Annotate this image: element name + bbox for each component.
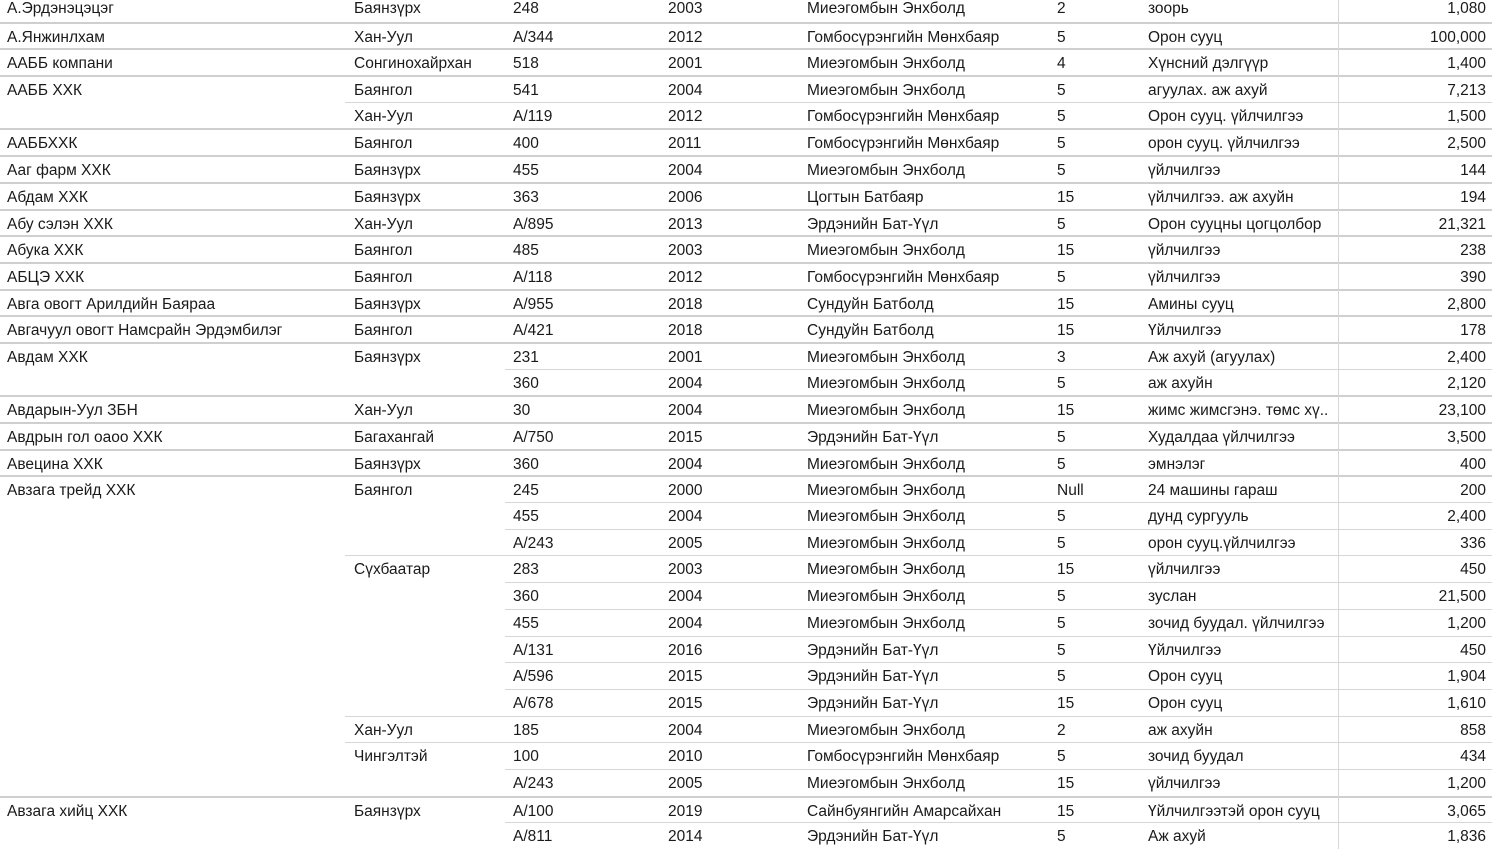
year-cell[interactable]: 2001 — [660, 342, 799, 369]
area-cell[interactable]: 1,400 — [1339, 48, 1492, 75]
purpose-cell[interactable]: орон сууц.үйлчилгээ — [1140, 529, 1339, 556]
name-cell[interactable]: Авдарын-Уул ЗБН — [0, 395, 345, 422]
table-row[interactable] — [0, 75, 1492, 102]
purpose-cell[interactable]: үйлчилгээ — [1140, 769, 1339, 796]
area-cell[interactable]: 2,400 — [1339, 502, 1492, 529]
governor-cell[interactable]: Миеэгомбын Энхболд — [799, 555, 1049, 582]
table-row[interactable] — [0, 315, 1492, 342]
name-cell[interactable]: Авга овогт Арилдийн Баяраа — [0, 289, 345, 316]
area-cell[interactable]: 178 — [1339, 315, 1492, 342]
decision-number-cell[interactable]: 360 — [505, 582, 660, 609]
decision-number-cell[interactable]: А/344 — [505, 22, 660, 49]
governor-cell[interactable]: Гомбосүрэнгийн Мөнхбаяр — [799, 128, 1049, 155]
purpose-cell[interactable]: үйлчилгээ — [1140, 155, 1339, 182]
area-cell[interactable]: 23,100 — [1339, 395, 1492, 422]
table-row[interactable] — [0, 182, 1492, 209]
level-cell[interactable]: 5 — [1049, 422, 1140, 449]
area-cell[interactable]: 200 — [1339, 475, 1492, 502]
purpose-cell[interactable]: аж ахуйн — [1140, 716, 1339, 743]
purpose-cell[interactable]: Үйлчилгээтэй орон сууц — [1140, 796, 1339, 823]
name-cell[interactable] — [0, 636, 345, 663]
district-cell[interactable]: Баянзүрх — [345, 289, 505, 316]
district-cell[interactable]: Баянзүрх — [345, 182, 505, 209]
governor-cell[interactable]: Миеэгомбын Энхболд — [799, 48, 1049, 75]
purpose-cell[interactable]: зочид буудал — [1140, 742, 1339, 769]
governor-cell[interactable]: Гомбосүрэнгийн Мөнхбаяр — [799, 262, 1049, 289]
name-cell[interactable]: Авдрын гол оаоо ХХК — [0, 422, 345, 449]
governor-cell[interactable]: Эрдэнийн Бат-Үүл — [799, 689, 1049, 716]
district-cell[interactable] — [345, 609, 505, 636]
area-cell[interactable]: 336 — [1339, 529, 1492, 556]
district-cell[interactable]: Баянгол — [345, 128, 505, 155]
purpose-cell[interactable]: Аж ахуй (агуулах) — [1140, 342, 1339, 369]
level-cell[interactable]: 5 — [1049, 369, 1140, 396]
year-cell[interactable]: 2000 — [660, 475, 799, 502]
governor-cell[interactable]: Миеэгомбын Энхболд — [799, 235, 1049, 262]
area-cell[interactable]: 194 — [1339, 182, 1492, 209]
table-row[interactable] — [0, 0, 1492, 22]
year-cell[interactable]: 2004 — [660, 449, 799, 476]
decision-number-cell[interactable]: А/131 — [505, 636, 660, 663]
decision-number-cell[interactable]: 248 — [513, 0, 539, 17]
purpose-cell[interactable]: үйлчилгээ — [1140, 235, 1339, 262]
area-cell[interactable]: 2,500 — [1339, 128, 1492, 155]
level-cell[interactable]: 2 — [1049, 716, 1140, 743]
table-row[interactable] — [0, 582, 1492, 609]
table-row[interactable] — [0, 155, 1492, 182]
district-cell[interactable]: Баянгол — [345, 235, 505, 262]
table-row[interactable] — [0, 22, 1492, 49]
governor-cell[interactable]: Гомбосүрэнгийн Мөнхбаяр — [799, 22, 1049, 49]
decision-number-cell[interactable]: 360 — [505, 449, 660, 476]
table-row[interactable] — [0, 742, 1492, 769]
decision-number-cell[interactable]: А/811 — [505, 822, 660, 849]
name-cell[interactable] — [0, 689, 345, 716]
governor-cell[interactable]: Гомбосүрэнгийн Мөнхбаяр — [799, 102, 1049, 129]
level-cell[interactable]: 5 — [1049, 502, 1140, 529]
area-cell[interactable]: 1,904 — [1339, 662, 1492, 689]
year-cell[interactable]: 2015 — [660, 422, 799, 449]
table-row[interactable] — [0, 48, 1492, 75]
area-cell[interactable]: 3,500 — [1339, 422, 1492, 449]
governor-cell[interactable]: Миеэгомбын Энхболд — [799, 75, 1049, 102]
decision-number-cell[interactable]: 455 — [505, 609, 660, 636]
area-cell[interactable]: 434 — [1339, 742, 1492, 769]
purpose-cell[interactable]: Орон сууцны цогцолбор — [1140, 209, 1339, 236]
district-cell[interactable]: Чингэлтэй — [345, 742, 505, 769]
table-row[interactable] — [0, 475, 1492, 502]
area-cell[interactable]: 450 — [1339, 636, 1492, 663]
year-cell[interactable]: 2019 — [660, 796, 799, 823]
table-row[interactable] — [0, 716, 1492, 743]
level-cell[interactable]: 15 — [1049, 689, 1140, 716]
purpose-cell[interactable]: Орон сууц. үйлчилгээ — [1140, 102, 1339, 129]
purpose-cell[interactable]: Амины сууц — [1140, 289, 1339, 316]
district-cell[interactable] — [345, 369, 505, 396]
table-row[interactable] — [0, 822, 1492, 849]
name-cell[interactable] — [0, 662, 345, 689]
year-cell[interactable]: 2004 — [660, 155, 799, 182]
name-cell[interactable]: Авзага трейд ХХК — [0, 475, 345, 502]
district-cell[interactable] — [345, 636, 505, 663]
area-cell[interactable]: 2,800 — [1339, 289, 1492, 316]
table-row[interactable] — [0, 342, 1492, 369]
name-cell[interactable]: Авдам ХХК — [0, 342, 345, 369]
year-cell[interactable]: 2012 — [660, 22, 799, 49]
decision-number-cell[interactable]: А/596 — [505, 662, 660, 689]
purpose-cell[interactable]: зоорь — [1148, 0, 1189, 17]
district-cell[interactable]: Баянгол — [345, 475, 505, 502]
governor-cell[interactable]: Миеэгомбын Энхболд — [799, 449, 1049, 476]
name-cell[interactable]: Авзага хийц ХХК — [0, 796, 345, 823]
governor-cell[interactable]: Эрдэнийн Бат-Үүл — [799, 662, 1049, 689]
level-cell[interactable]: 5 — [1049, 209, 1140, 236]
level-cell[interactable]: 5 — [1049, 742, 1140, 769]
level-cell[interactable]: 15 — [1049, 395, 1140, 422]
name-cell[interactable]: Абдам ХХК — [0, 182, 345, 209]
decision-number-cell[interactable]: А/955 — [505, 289, 660, 316]
year-cell[interactable]: 2003 — [668, 0, 703, 17]
purpose-cell[interactable]: Орон сууц — [1140, 22, 1339, 49]
purpose-cell[interactable]: аж ахуйн — [1140, 369, 1339, 396]
year-cell[interactable]: 2013 — [660, 209, 799, 236]
year-cell[interactable]: 2003 — [660, 235, 799, 262]
governor-cell[interactable]: Эрдэнийн Бат-Үүл — [799, 422, 1049, 449]
governor-cell[interactable]: Миеэгомбын Энхболд — [799, 369, 1049, 396]
level-cell[interactable]: 15 — [1049, 182, 1140, 209]
level-cell[interactable]: 15 — [1049, 796, 1140, 823]
level-cell[interactable]: Null — [1049, 475, 1140, 502]
decision-number-cell[interactable]: 360 — [505, 369, 660, 396]
purpose-cell[interactable]: үйлчилгээ. аж ахуйн — [1140, 182, 1339, 209]
district-cell[interactable]: Хан-Уул — [345, 209, 505, 236]
year-cell[interactable]: 2012 — [660, 102, 799, 129]
purpose-cell[interactable]: зуслан — [1140, 582, 1339, 609]
level-cell[interactable]: 15 — [1049, 555, 1140, 582]
year-cell[interactable]: 2016 — [660, 636, 799, 663]
governor-cell[interactable]: Сундуйн Батболд — [799, 289, 1049, 316]
district-cell[interactable]: Сонгинохайрхан — [345, 48, 505, 75]
name-cell[interactable]: Ааг фарм ХХК — [0, 155, 345, 182]
decision-number-cell[interactable]: 455 — [505, 502, 660, 529]
district-cell[interactable] — [345, 582, 505, 609]
decision-number-cell[interactable]: А/119 — [505, 102, 660, 129]
decision-number-cell[interactable]: А/118 — [505, 262, 660, 289]
level-cell[interactable]: 5 — [1049, 609, 1140, 636]
decision-number-cell[interactable]: 485 — [505, 235, 660, 262]
area-cell[interactable]: 21,500 — [1339, 582, 1492, 609]
name-cell[interactable]: ААББ ХХК — [0, 75, 345, 102]
name-cell[interactable]: А.Янжинлхам — [0, 22, 345, 49]
purpose-cell[interactable]: үйлчилгээ — [1140, 262, 1339, 289]
district-cell[interactable] — [345, 662, 505, 689]
area-cell[interactable]: 450 — [1339, 555, 1492, 582]
level-cell[interactable]: 15 — [1049, 289, 1140, 316]
table-row[interactable] — [0, 262, 1492, 289]
table-row[interactable] — [0, 102, 1492, 129]
table-row[interactable] — [0, 662, 1492, 689]
name-cell[interactable]: Абу сэлэн ХХК — [0, 209, 345, 236]
decision-number-cell[interactable]: А/100 — [505, 796, 660, 823]
area-cell[interactable]: 1,500 — [1339, 102, 1492, 129]
governor-cell[interactable]: Эрдэнийн Бат-Үүл — [799, 209, 1049, 236]
name-cell[interactable]: Абука ХХК — [0, 235, 345, 262]
table-row[interactable] — [0, 555, 1492, 582]
area-cell[interactable]: 1,610 — [1339, 689, 1492, 716]
name-cell[interactable] — [0, 582, 345, 609]
decision-number-cell[interactable]: 185 — [505, 716, 660, 743]
district-cell[interactable]: Баянгол — [345, 262, 505, 289]
area-cell[interactable]: 1,080 — [1447, 0, 1486, 17]
district-cell[interactable]: Сүхбаатар — [345, 555, 505, 582]
area-cell[interactable]: 1,200 — [1339, 769, 1492, 796]
table-row[interactable] — [0, 289, 1492, 316]
name-cell[interactable] — [0, 529, 345, 556]
name-cell[interactable] — [0, 716, 345, 743]
year-cell[interactable]: 2015 — [660, 662, 799, 689]
level-cell[interactable]: 5 — [1049, 128, 1140, 155]
purpose-cell[interactable]: Орон сууц — [1140, 662, 1339, 689]
table-row[interactable] — [0, 449, 1492, 476]
decision-number-cell[interactable]: 363 — [505, 182, 660, 209]
level-cell[interactable]: 5 — [1049, 529, 1140, 556]
district-cell[interactable]: Хан-Уул — [345, 716, 505, 743]
district-cell[interactable]: Баянгол — [345, 75, 505, 102]
governor-cell[interactable]: Эрдэнийн Бат-Үүл — [799, 822, 1049, 849]
table-row[interactable] — [0, 209, 1492, 236]
area-cell[interactable]: 100,000 — [1339, 22, 1492, 49]
year-cell[interactable]: 2014 — [660, 822, 799, 849]
area-cell[interactable]: 858 — [1339, 716, 1492, 743]
district-cell[interactable]: Баянзүрх — [345, 342, 505, 369]
decision-number-cell[interactable]: 541 — [505, 75, 660, 102]
district-cell[interactable]: Баянзүрх — [345, 796, 505, 823]
name-cell[interactable] — [0, 502, 345, 529]
year-cell[interactable]: 2005 — [660, 769, 799, 796]
area-cell[interactable]: 400 — [1339, 449, 1492, 476]
decision-number-cell[interactable]: А/678 — [505, 689, 660, 716]
district-cell[interactable] — [345, 502, 505, 529]
governor-cell[interactable]: Миеэгомбын Энхболд — [799, 769, 1049, 796]
name-cell[interactable] — [0, 609, 345, 636]
area-cell[interactable]: 2,400 — [1339, 342, 1492, 369]
purpose-cell[interactable]: Аж ахуй — [1140, 822, 1339, 849]
area-cell[interactable]: 3,065 — [1339, 796, 1492, 823]
year-cell[interactable]: 2004 — [660, 369, 799, 396]
decision-number-cell[interactable]: А/243 — [505, 529, 660, 556]
level-cell[interactable]: 15 — [1049, 235, 1140, 262]
area-cell[interactable]: 238 — [1339, 235, 1492, 262]
table-row[interactable] — [0, 422, 1492, 449]
purpose-cell[interactable]: агуулах. аж ахуй — [1140, 75, 1339, 102]
governor-cell[interactable]: Миеэгомбын Энхболд — [799, 609, 1049, 636]
level-cell[interactable]: 5 — [1049, 75, 1140, 102]
purpose-cell[interactable]: Үйлчилгээ — [1140, 636, 1339, 663]
governor-cell[interactable]: Миеэгомбын Энхболд — [799, 155, 1049, 182]
purpose-cell[interactable]: жимс жимсгэнэ. төмс хү.. — [1140, 395, 1339, 422]
level-cell[interactable]: 15 — [1049, 769, 1140, 796]
purpose-cell[interactable]: эмнэлэг — [1140, 449, 1339, 476]
name-cell[interactable]: А.Эрдэнэцэцэг — [7, 0, 114, 17]
level-cell[interactable]: 4 — [1049, 48, 1140, 75]
governor-cell[interactable]: Гомбосүрэнгийн Мөнхбаяр — [799, 742, 1049, 769]
year-cell[interactable]: 2004 — [660, 502, 799, 529]
governor-cell[interactable]: Миеэгомбын Энхболд — [799, 716, 1049, 743]
decision-number-cell[interactable]: 518 — [505, 48, 660, 75]
year-cell[interactable]: 2011 — [660, 128, 799, 155]
area-cell[interactable]: 144 — [1339, 155, 1492, 182]
name-cell[interactable]: ААББ компани — [0, 48, 345, 75]
table-row[interactable] — [0, 395, 1492, 422]
decision-number-cell[interactable]: 231 — [505, 342, 660, 369]
purpose-cell[interactable]: Хүнсний дэлгүүр — [1140, 48, 1339, 75]
decision-number-cell[interactable]: А/243 — [505, 769, 660, 796]
level-cell[interactable]: 5 — [1049, 102, 1140, 129]
table-row[interactable] — [0, 689, 1492, 716]
table-row[interactable] — [0, 128, 1492, 155]
column-divider — [1338, 0, 1339, 849]
year-cell[interactable]: 2012 — [660, 262, 799, 289]
governor-cell[interactable]: Миеэгомбын Энхболд — [799, 475, 1049, 502]
decision-number-cell[interactable]: 283 — [505, 555, 660, 582]
governor-cell[interactable]: Миеэгомбын Энхболд — [799, 502, 1049, 529]
level-cell[interactable]: 5 — [1049, 636, 1140, 663]
decision-number-cell[interactable]: А/750 — [505, 422, 660, 449]
level-cell[interactable]: 3 — [1049, 342, 1140, 369]
level-cell[interactable]: 5 — [1049, 262, 1140, 289]
decision-number-cell[interactable]: А/421 — [505, 315, 660, 342]
governor-cell[interactable]: Сундуйн Батболд — [799, 315, 1049, 342]
level-cell[interactable]: 5 — [1049, 22, 1140, 49]
table-row[interactable] — [0, 769, 1492, 796]
year-cell[interactable]: 2004 — [660, 609, 799, 636]
table-row[interactable] — [0, 529, 1492, 556]
governor-cell[interactable]: Миеэгомбын Энхболд — [799, 529, 1049, 556]
name-cell[interactable]: Авецина ХХК — [0, 449, 345, 476]
decision-number-cell[interactable]: А/895 — [505, 209, 660, 236]
purpose-cell[interactable]: үйлчилгээ — [1140, 555, 1339, 582]
table-row[interactable] — [0, 235, 1492, 262]
purpose-cell[interactable]: Үйлчилгээ — [1140, 315, 1339, 342]
area-cell[interactable]: 7,213 — [1339, 75, 1492, 102]
area-cell[interactable]: 390 — [1339, 262, 1492, 289]
purpose-cell[interactable]: Худалдаа үйлчилгээ — [1140, 422, 1339, 449]
purpose-cell[interactable]: зочид буудал. үйлчилгээ — [1140, 609, 1339, 636]
year-cell[interactable]: 2004 — [660, 75, 799, 102]
governor-cell[interactable]: Эрдэнийн Бат-Үүл — [799, 636, 1049, 663]
name-cell[interactable]: ААББХХК — [0, 128, 345, 155]
district-cell[interactable]: Баянзүрх — [345, 449, 505, 476]
area-cell[interactable]: 21,321 — [1339, 209, 1492, 236]
name-cell[interactable] — [0, 102, 345, 129]
name-cell[interactable]: Авгачуул овогт Намсрайн Эрдэмбилэг — [0, 315, 345, 342]
area-cell[interactable]: 2,120 — [1339, 369, 1492, 396]
table-row[interactable] — [0, 609, 1492, 636]
table-row[interactable] — [0, 502, 1492, 529]
name-cell[interactable] — [0, 555, 345, 582]
decision-number-cell[interactable]: 455 — [505, 155, 660, 182]
purpose-cell[interactable]: орон сууц. үйлчилгээ — [1140, 128, 1339, 155]
district-cell[interactable] — [345, 529, 505, 556]
district-cell[interactable]: Хан-Уул — [345, 102, 505, 129]
district-cell[interactable]: Баянгол — [345, 315, 505, 342]
purpose-cell[interactable]: Орон сууц — [1140, 689, 1339, 716]
level-cell[interactable]: 5 — [1049, 822, 1140, 849]
name-cell[interactable] — [0, 742, 345, 769]
decision-number-cell[interactable]: 100 — [505, 742, 660, 769]
year-cell[interactable]: 2005 — [660, 529, 799, 556]
year-cell[interactable]: 2010 — [660, 742, 799, 769]
table-row[interactable] — [0, 636, 1492, 663]
decision-number-cell[interactable]: 30 — [505, 395, 660, 422]
district-cell[interactable] — [345, 689, 505, 716]
level-cell[interactable]: 5 — [1049, 449, 1140, 476]
purpose-cell[interactable]: дунд сургууль — [1140, 502, 1339, 529]
area-cell[interactable]: 1,200 — [1339, 609, 1492, 636]
year-cell[interactable]: 2018 — [660, 315, 799, 342]
area-cell[interactable]: 1,836 — [1339, 822, 1492, 849]
governor-cell[interactable]: Цогтын Батбаяр — [799, 182, 1049, 209]
year-cell[interactable]: 2004 — [660, 395, 799, 422]
year-cell[interactable]: 2015 — [660, 689, 799, 716]
level-cell[interactable]: 15 — [1049, 315, 1140, 342]
year-cell[interactable]: 2004 — [660, 716, 799, 743]
governor-cell[interactable]: Миеэгомбын Энхболд — [799, 582, 1049, 609]
name-cell[interactable]: АБЦЭ ХХК — [0, 262, 345, 289]
district-cell[interactable]: Баянзүрх — [354, 0, 421, 17]
purpose-cell[interactable]: 24 машины гараш — [1140, 475, 1339, 502]
name-cell[interactable] — [0, 822, 345, 849]
governor-cell[interactable]: Миеэгомбын Энхболд — [807, 0, 965, 17]
level-cell[interactable]: 5 — [1049, 662, 1140, 689]
governor-cell[interactable]: Миеэгомбын Энхболд — [799, 342, 1049, 369]
year-cell[interactable]: 2006 — [660, 182, 799, 209]
year-cell[interactable]: 2018 — [660, 289, 799, 316]
year-cell[interactable]: 2003 — [660, 555, 799, 582]
table-row[interactable] — [0, 369, 1492, 396]
district-cell[interactable]: Баянзүрх — [345, 155, 505, 182]
decision-number-cell[interactable]: 400 — [505, 128, 660, 155]
level-cell[interactable]: 2 — [1057, 0, 1066, 17]
governor-cell[interactable]: Сайнбуянгийн Амарсайхан — [799, 796, 1049, 823]
district-cell[interactable]: Багахангай — [345, 422, 505, 449]
name-cell[interactable] — [0, 369, 345, 396]
district-cell[interactable] — [345, 822, 505, 849]
year-cell[interactable]: 2001 — [660, 48, 799, 75]
district-cell[interactable]: Хан-Уул — [345, 395, 505, 422]
level-cell[interactable]: 5 — [1049, 155, 1140, 182]
district-cell[interactable]: Хан-Уул — [345, 22, 505, 49]
level-cell[interactable]: 5 — [1049, 582, 1140, 609]
governor-cell[interactable]: Миеэгомбын Энхболд — [799, 395, 1049, 422]
decision-number-cell[interactable]: 245 — [505, 475, 660, 502]
table-row[interactable] — [0, 796, 1492, 823]
district-cell[interactable] — [345, 769, 505, 796]
year-cell[interactable]: 2004 — [660, 582, 799, 609]
name-cell[interactable] — [0, 769, 345, 796]
